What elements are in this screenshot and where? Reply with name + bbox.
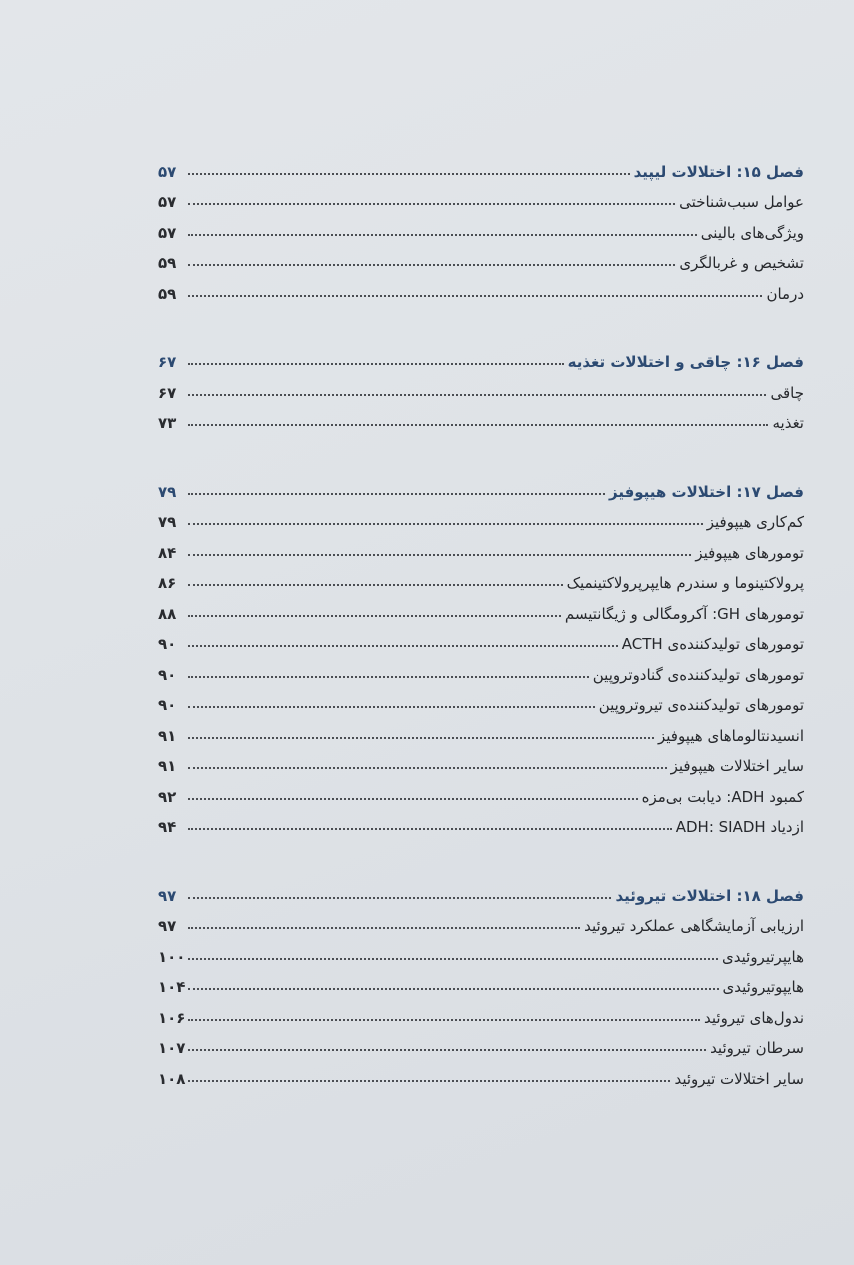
page-number: ۷۹: [158, 482, 177, 501]
dot-leader: [188, 394, 766, 396]
dot-leader: [188, 767, 667, 769]
chapter-title: فصل ۱۵: اختلالات لیپید: [633, 162, 804, 181]
dot-leader: [188, 1019, 700, 1021]
toc-entry: [158, 211, 804, 242]
page-number: ۱۰۸: [158, 1069, 186, 1088]
toc-entry: [158, 745, 804, 776]
page-number: ۹۷: [158, 917, 177, 935]
toc-entry: [158, 272, 804, 303]
toc-entry: [158, 242, 804, 273]
page-number: ۶۷: [158, 353, 177, 371]
chapter-title: فصل ۱۶: چاقی و اختلالات تغذیه: [567, 353, 804, 371]
entry-label: تومورهای تولیدکننده‌ی گنادوتروپین: [592, 665, 804, 684]
page-number: ۹۰: [158, 635, 177, 653]
toc-entry: [158, 714, 804, 745]
table-of-contents: [158, 150, 804, 1126]
dot-leader: [188, 173, 630, 175]
toc-entry: [158, 653, 804, 684]
entry-label: تومورهای تولیدکننده‌ی تیروتروپین: [598, 696, 804, 714]
page-number: ۵۹: [158, 254, 177, 272]
toc-entry: [158, 501, 804, 532]
toc-entry: [158, 1057, 804, 1088]
entry-label: تومورهای هیپوفیز: [695, 543, 804, 562]
entry-label: هایپرتیروئیدی: [722, 947, 804, 966]
page-number: ۵۷: [158, 162, 177, 181]
page-number: ۹۰: [158, 696, 177, 714]
page-number: ۱۰۰: [158, 947, 186, 966]
chapter-title-row: [158, 341, 804, 372]
dot-leader: [188, 295, 762, 297]
dot-leader: [188, 958, 718, 960]
page-number: ۱۰۶: [158, 1008, 186, 1027]
dot-leader: [188, 737, 654, 739]
toc-entry: [158, 935, 804, 966]
page-number: ۶۷: [158, 383, 177, 402]
dot-leader: [188, 615, 561, 617]
dot-leader: [188, 523, 703, 525]
toc-entry: [158, 592, 804, 623]
dot-leader: [188, 988, 719, 990]
toc-entry: [158, 775, 804, 806]
entry-label: کم‌کاری هیپوفیز: [706, 513, 804, 531]
dot-leader: [188, 1080, 670, 1082]
entry-label: تومورهای GH: آکرومگالی و ژیگانتیسم: [564, 604, 804, 623]
toc-entry: [158, 996, 804, 1027]
entry-label: عوامل سبب‌شناختی: [679, 193, 804, 211]
chapter-title-row: [158, 470, 804, 501]
toc-entry: [158, 1027, 804, 1058]
chapter-title-row: [158, 874, 804, 905]
chapter-17: [158, 470, 804, 836]
dot-leader: [188, 493, 605, 495]
dot-leader: [188, 1049, 706, 1051]
toc-entry: [158, 966, 804, 997]
page-number: ۵۷: [158, 193, 177, 211]
entry-label: سایر اختلالات هیپوفیز: [670, 757, 804, 775]
dot-leader: [188, 645, 618, 647]
chapter-title: فصل ۱۸: اختلالات تیروئید: [615, 886, 804, 905]
dot-leader: [188, 584, 563, 586]
dot-leader: [188, 927, 580, 929]
page-number: ۵۹: [158, 284, 177, 303]
dot-leader: [188, 424, 768, 426]
chapter-title-row: [158, 150, 804, 181]
page-number: ۱۰۴: [158, 978, 186, 996]
dot-leader: [188, 828, 672, 830]
entry-label: تومورهای تولیدکننده‌ی ACTH: [621, 635, 804, 653]
entry-label: تشخیص و غربالگری: [679, 254, 804, 272]
chapter-16: [158, 341, 804, 433]
dot-leader: [188, 363, 564, 365]
entry-label: کمبود ADH: دیابت بی‌مزه: [641, 787, 804, 806]
entry-label: ازدیاد ADH: SIADH: [675, 818, 804, 836]
entry-label: ندول‌های تیروئید: [704, 1008, 804, 1027]
dot-leader: [188, 203, 675, 205]
page-number: ۹۴: [158, 818, 177, 836]
entry-label: سایر اختلالات تیروئید: [674, 1069, 804, 1088]
page-number: ۷۳: [158, 414, 177, 432]
chapter-title: فصل ۱۷: اختلالات هیپوفیز: [608, 482, 804, 501]
toc-entry: [158, 562, 804, 593]
entry-label: سرطان تیروئید: [710, 1039, 804, 1057]
dot-leader: [188, 234, 697, 236]
entry-label: ارزیابی آزمایشگاهی عملکرد تیروئید: [584, 917, 804, 935]
entry-label: انسیدنتالوماهای هیپوفیز: [658, 726, 804, 745]
toc-entry: [158, 181, 804, 212]
toc-entry: [158, 684, 804, 715]
dot-leader: [188, 897, 611, 899]
page-number: ۱۰۷: [158, 1039, 186, 1057]
page-number: ۹۱: [158, 726, 177, 745]
entry-label: هایپوتیروئیدی: [722, 978, 804, 996]
page-number: ۷۹: [158, 513, 177, 531]
dot-leader: [188, 706, 595, 708]
toc-entry: [158, 371, 804, 402]
page-number: ۵۷: [158, 223, 177, 242]
dot-leader: [188, 798, 638, 800]
toc-entry: [158, 402, 804, 433]
dot-leader: [188, 264, 675, 266]
entry-label: پرولاکتینوما و سندرم هایپرپرولاکتینمیک: [566, 574, 804, 592]
toc-entry: [158, 806, 804, 837]
chapter-18: [158, 874, 804, 1088]
entry-label: ویژگی‌های بالینی: [700, 223, 804, 242]
toc-entry: [158, 623, 804, 654]
entry-label: چاقی: [770, 383, 804, 402]
toc-entry: [158, 531, 804, 562]
page-number: ۹۰: [158, 665, 177, 684]
dot-leader: [188, 554, 691, 556]
chapter-15: [158, 150, 804, 303]
entry-label: تغذیه: [772, 414, 804, 432]
page-number: ۹۱: [158, 757, 177, 775]
page-number: ۸۴: [158, 543, 177, 562]
toc-entry: [158, 905, 804, 936]
page-number: ۸۸: [158, 604, 177, 623]
page-number: ۹۷: [158, 886, 177, 905]
page-number: ۸۶: [158, 574, 177, 592]
entry-label: درمان: [766, 284, 804, 303]
page-number: ۹۲: [158, 787, 177, 806]
dot-leader: [188, 676, 589, 678]
